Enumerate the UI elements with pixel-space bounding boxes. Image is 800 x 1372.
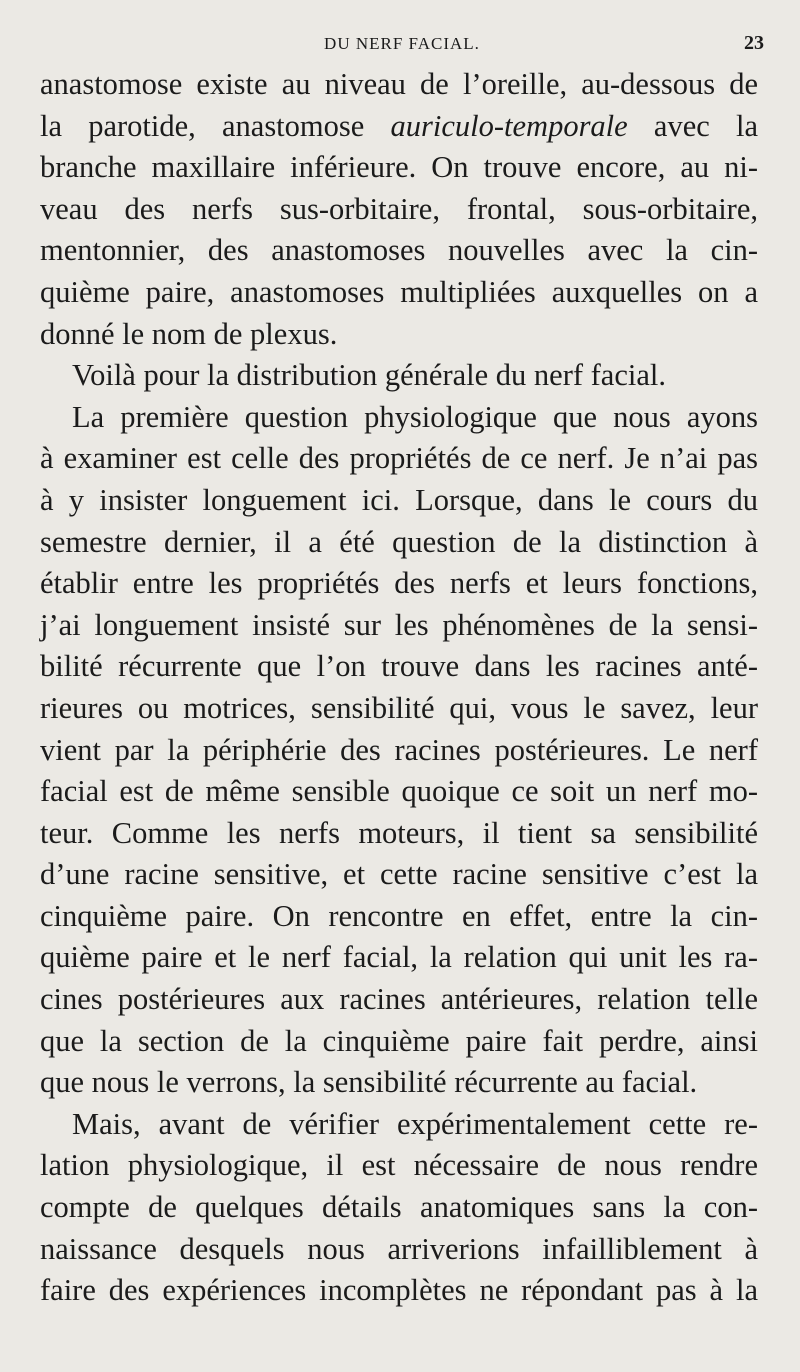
text-line: teur. Comme les nerfs moteurs, il tient sa sensibilité	[40, 815, 758, 850]
text-line: Voilà pour la distribution générale du nerf facial.	[72, 358, 666, 393]
text-line: semestre dernier, il a été question de la distinction à	[40, 524, 758, 559]
paragraph-3	[40, 397, 758, 1104]
text-line: quième paire et le nerf facial, la relation qui unit les ra-	[40, 940, 758, 975]
page-number: 23	[744, 32, 764, 54]
text-line: compte de quelques détails anatomiques sans la con-	[40, 1190, 758, 1225]
text-line: que la section de la cinquième paire fait perdre, ainsi	[40, 1023, 758, 1058]
page-body	[40, 64, 758, 1312]
text-line: d’une racine sensitive, et cette racine sensitive c’est la	[40, 857, 758, 892]
text-line: que nous le verrons, la sensibilité récurrente au facial.	[40, 1065, 698, 1100]
text-line: j’ai longuement insisté sur les phénomènes de la sensi-	[40, 607, 758, 642]
text-line	[40, 106, 758, 148]
running-head	[40, 34, 764, 60]
text-line: La première question physiologique que nous ayons	[72, 399, 758, 434]
text-line: rieures ou motrices, sensibilité qui, vous le savez, leur	[40, 690, 758, 725]
text-line: Mais, avant de vérifier expérimentalement cette re-	[72, 1106, 758, 1141]
text-fragment: avec la	[627, 108, 759, 143]
text-line: faire des expériences incomplètes ne répondant pas à la	[40, 1273, 758, 1308]
text-line: bilité récurrente que l’on trouve dans les racines anté-	[40, 649, 758, 684]
paragraph-4	[40, 1104, 758, 1312]
text-line: vient par la périphérie des racines postérieures. Le nerf	[40, 732, 758, 767]
text-line: facial est de même sensible quoique ce soit un nerf mo-	[40, 774, 758, 809]
italic-term: auriculo-temporale	[390, 108, 628, 143]
text-line: mentonnier, des anastomoses nouvelles avec la cin-	[40, 233, 758, 268]
text-line: cinquième paire. On rencontre en effet, entre la cin-	[40, 898, 758, 933]
text-line: donné le nom de plexus.	[40, 316, 338, 351]
text-line: veau des nerfs sus-orbitaire, frontal, sous-orbitaire,	[40, 191, 758, 226]
text-line: lation physiologique, il est nécessaire de nous rendre	[40, 1148, 758, 1183]
text-line: branche maxillaire inférieure. On trouve encore, au ni-	[40, 150, 758, 185]
text-line: quième paire, anastomoses multipliées auxquelles on a	[40, 274, 758, 309]
text-line: à y insister longuement ici. Lorsque, dans le cours du	[40, 482, 758, 517]
text-line: cines postérieures aux racines antérieures, relation telle	[40, 982, 758, 1017]
text-line: à examiner est celle des propriétés de ce nerf. Je n’ai pas	[40, 441, 758, 476]
paragraph-1	[40, 64, 758, 355]
text-line: anastomose existe au niveau de l’oreille, au-dessous de	[40, 67, 758, 101]
text-line: naissance desquels nous arriverions infailliblement à	[40, 1231, 758, 1266]
paragraph-2	[40, 355, 758, 397]
text-line: établir entre les propriétés des nerfs et leurs fonctions,	[40, 566, 758, 601]
running-title: DU NERF FACIAL.	[324, 34, 480, 53]
text-fragment: la parotide, anastomose	[40, 108, 391, 143]
